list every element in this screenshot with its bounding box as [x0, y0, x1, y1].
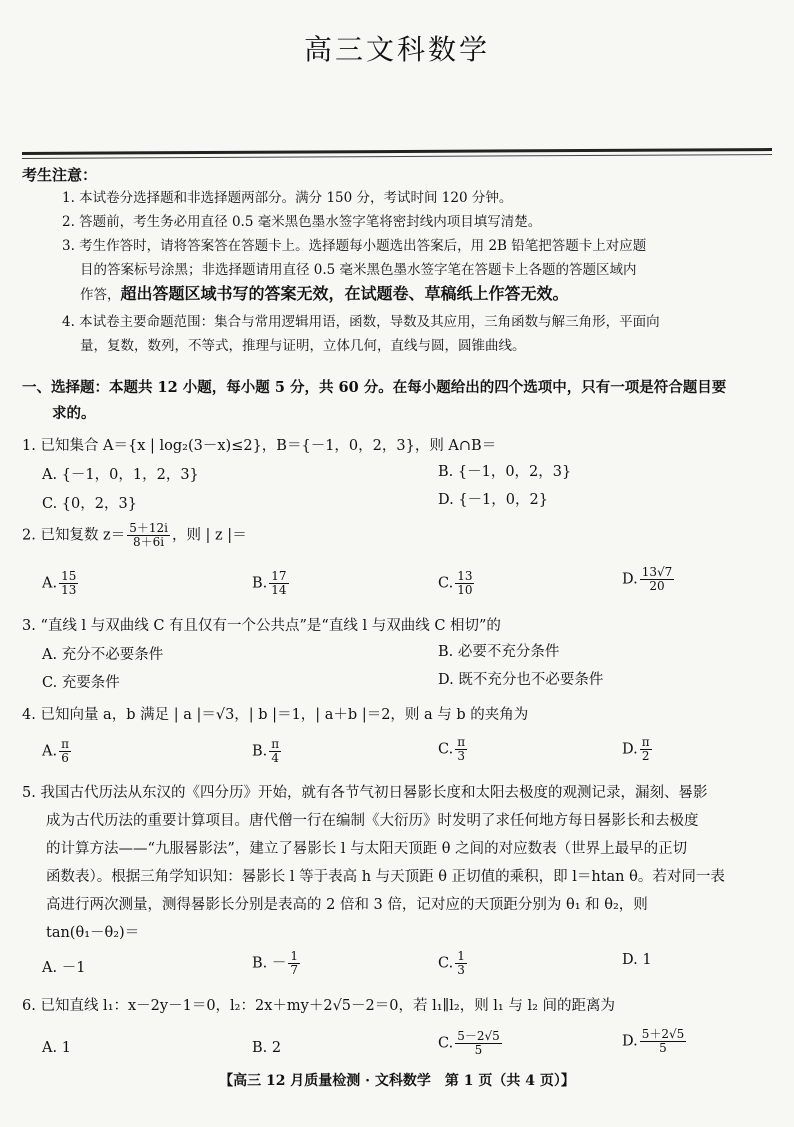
q2-stem-text: ，则 | z |＝ [171, 527, 247, 544]
fraction-numerator: 5＋12i [129, 521, 168, 535]
fraction-denominator: 8＋6i [133, 535, 165, 549]
q6-option-b: B. 2 [252, 1040, 282, 1056]
q6-option-a: A. 1 [42, 1040, 71, 1056]
fraction-numerator: π [271, 737, 280, 751]
q2-option-b [252, 570, 291, 597]
q2-option-d [622, 566, 676, 593]
option-label: A. [42, 743, 58, 760]
fraction-numerator: 5－2√5 [457, 1029, 500, 1043]
q6-option-c [438, 1030, 504, 1057]
option-label: C. [438, 575, 454, 592]
fraction [455, 950, 467, 977]
q2-option-c [438, 570, 476, 597]
fraction [455, 736, 467, 763]
q3-option-b: B. 必要不充分条件 [438, 644, 560, 660]
fraction [455, 570, 474, 597]
fraction [640, 1028, 687, 1055]
fraction-numerator: 15 [61, 569, 77, 583]
fraction [269, 738, 281, 765]
notice-item: 目的答案标号涂黑；非选择题请用直径 0.5 毫米黑色墨水签字笔在答题卡上各题的答题区域内 [80, 262, 637, 278]
q2-stem-text: 2. 已知复数 z＝ [22, 527, 126, 544]
fraction-denominator: 4 [271, 751, 280, 765]
fraction-denominator: 6 [61, 751, 69, 765]
fraction [269, 570, 288, 597]
notice-heading: 考生注意： [22, 166, 98, 184]
section-line: 求的。 [52, 405, 96, 422]
notice-item [80, 282, 569, 307]
option-label: C. [438, 741, 454, 758]
option-label: C. [438, 1035, 454, 1052]
notice-item: 3. 考生作答时，请将答案答在答题卡上。选择题每小题选出答案后，用 2B 铅笔把答题卡上对应题 [62, 238, 647, 254]
fraction [455, 1030, 502, 1057]
fraction-numerator: π [61, 737, 69, 751]
q6-option-d [622, 1028, 688, 1055]
question-4-stem: 4. 已知向量 a，b 满足 | a |＝√3，| b |＝1，| a＋b |＝2，则 a 与 b 的夹角为 [22, 707, 529, 723]
q3-option-c: C. 充要条件 [42, 675, 120, 691]
question-3-stem: 3. “直线 l 与双曲线 C 有且仅有一个公共点”是“直线 l 与双曲线 C 相切”的 [22, 618, 501, 634]
notice-item: 1. 本试卷分选择题和非选择题两部分。满分 150 分，考试时间 120 分钟。 [62, 190, 513, 206]
notice-text: 作答， [80, 287, 121, 303]
notice-item: 2. 答题前，考生务必用直径 0.5 毫米黑色墨水签字笔将密封线内项目填写清楚。 [62, 214, 542, 230]
fraction-numerator: 17 [271, 569, 287, 583]
q5-line: 5. 我国古代历法从东汉的《四分历》开始，就有各节气初日晷影长度和太阳去极度的观测记录，漏刻、晷影 [22, 785, 708, 801]
option-label: B. － [252, 955, 287, 972]
q5-line: 高进行两次测量，测得晷影长分别是表高的 2 倍和 3 倍，记对应的天顶距分别为 θ₁ 和 θ₂，则 [46, 897, 648, 913]
fraction-numerator: 13 [457, 569, 473, 583]
q5-line: 函数表）。根据三角学知识知：晷影长 l 等于表高 h 与天顶距 θ 正切值的乘积，即 l＝htan θ。若对同一表 [46, 869, 725, 885]
fraction-denominator: 5 [659, 1041, 667, 1055]
fraction [127, 522, 170, 549]
option-label: D. [622, 571, 638, 588]
q1-option-c: C. {0，2，3} [42, 496, 137, 512]
fraction-numerator: 5＋2√5 [641, 1027, 685, 1041]
fraction-denominator: 3 [457, 749, 465, 763]
question-6-stem: 6. 已知直线 l₁：x－2y－1＝0，l₂：2x＋my＋2√5－2＝0，若 l₁∥l₂，则 l₁ 与 l₂ 间的距离为 [22, 998, 616, 1014]
q3-option-a: A. 充分不必要条件 [42, 647, 164, 663]
fraction-denominator: 10 [457, 583, 473, 597]
fraction-denominator: 5 [474, 1043, 483, 1057]
divider [22, 154, 772, 159]
page-footer: 【高三 12 月质量检测 · 文科数学 第 1 页（共 4 页）】 [219, 1073, 575, 1089]
q1-option-b: B. {－1，0，2，3} [438, 464, 572, 480]
fraction-denominator: 3 [457, 963, 465, 977]
fraction [640, 736, 652, 763]
fraction-numerator: 1 [290, 949, 299, 963]
fraction-numerator: π [641, 735, 650, 749]
fraction [59, 738, 71, 765]
fraction-denominator: 7 [290, 963, 299, 977]
fraction [640, 566, 675, 593]
fraction-numerator: 1 [457, 949, 465, 963]
q3-option-d: D. 既不充分也不必要条件 [438, 672, 604, 688]
q2-option-a [42, 570, 80, 597]
page-title: 高三文科数学 [303, 33, 490, 66]
q5-option-d: D. 1 [622, 952, 652, 968]
fraction-denominator: 2 [641, 749, 650, 763]
notice-emphasis: 超出答题区域书写的答案无效，在试题卷、草稿纸上作答无效。 [120, 284, 569, 303]
option-label: D. [622, 741, 638, 758]
option-label: D. [622, 1033, 638, 1050]
question-5-stem [22, 779, 782, 947]
notice-item: 4. 本试卷主要命题范围：集合与常用逻辑用语，函数，导数及其应用，三角函数与解三角形，平面向 [62, 314, 660, 330]
fraction-numerator: π [457, 735, 466, 749]
fraction-denominator: 20 [649, 579, 665, 593]
section-line: 一、选择题：本题共 12 小题，每小题 5 分，共 60 分。在每小题给出的四个选项中，只有一项是符合题目要 [22, 379, 727, 396]
fraction [288, 950, 300, 977]
fraction [59, 570, 78, 597]
fraction-denominator: 14 [271, 583, 287, 597]
option-label: B. [252, 575, 268, 592]
q5-line: 成为古代历法的重要计算项目。唐代僧一行在编制《大衍历》时发明了求任何地方每日晷影长和去极度 [46, 813, 699, 829]
q4-option-a [42, 738, 73, 765]
q5-line: 的计算方法——“九服晷影法”，建立了晷影长 l 与太阳天顶距 θ 之间的对应数表（世界上最早的正切 [46, 841, 688, 857]
q1-option-a: A. {－1，0，1，2，3} [42, 467, 199, 483]
notice-item: 量，复数，数列，不等式，推理与证明，立体几何，直线与圆，圆锥曲线。 [80, 338, 526, 354]
q4-option-c [438, 736, 469, 763]
q5-option-b [252, 950, 302, 977]
q5-option-c [438, 950, 469, 977]
option-label: C. [438, 955, 454, 972]
q1-option-d: D. {－1，0，2} [438, 492, 548, 508]
q5-line: tan(θ₁－θ₂)＝ [46, 925, 140, 941]
fraction-denominator: 13 [61, 583, 77, 597]
q4-option-d [622, 736, 654, 763]
q4-option-b [252, 738, 283, 765]
option-label: B. [252, 743, 268, 760]
question-2-stem [22, 522, 247, 549]
q5-option-a: A. －1 [42, 960, 86, 976]
section-heading [22, 375, 782, 427]
option-label: A. [42, 575, 58, 592]
fraction-numerator: 13√7 [641, 565, 673, 579]
question-1-stem: 1. 已知集合 A＝{x | log₂(3－x)≤2}，B＝{－1，0，2，3}，则 A∩B＝ [22, 438, 497, 454]
